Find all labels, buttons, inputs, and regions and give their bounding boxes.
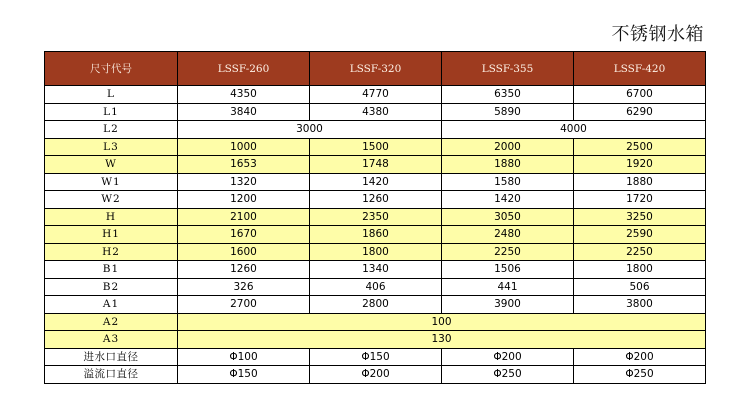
value-cell: 2590	[574, 226, 706, 244]
row-label-cell: L2	[45, 121, 178, 139]
merged-value-cell: 100	[178, 313, 706, 331]
value-cell: 1720	[574, 191, 706, 209]
value-cell: 3050	[442, 208, 574, 226]
value-cell: 2350	[310, 208, 442, 226]
value-cell: 506	[574, 278, 706, 296]
value-cell: 4380	[310, 103, 442, 121]
table-row	[45, 278, 706, 296]
row-label-cell: W2	[45, 191, 178, 209]
table-row	[45, 296, 706, 314]
table-row	[45, 243, 706, 261]
table-body	[45, 86, 706, 384]
table-row	[45, 261, 706, 279]
value-cell: 3900	[442, 296, 574, 314]
table-row	[45, 366, 706, 384]
row-label-cell: L	[45, 86, 178, 104]
value-cell: 1260	[178, 261, 310, 279]
value-cell: 3840	[178, 103, 310, 121]
value-cell: 5890	[442, 103, 574, 121]
value-cell: 3250	[574, 208, 706, 226]
table-row	[45, 191, 706, 209]
spec-table	[44, 51, 706, 384]
table-row	[45, 348, 706, 366]
row-label-cell: B1	[45, 261, 178, 279]
value-cell: 1748	[310, 156, 442, 174]
merged-value-cell: 3000	[178, 121, 442, 139]
row-label-cell: A3	[45, 331, 178, 349]
merged-value-cell: 4000	[442, 121, 706, 139]
value-cell: 1880	[574, 173, 706, 191]
value-cell: 2480	[442, 226, 574, 244]
value-cell: 1000	[178, 138, 310, 156]
value-cell: 1500	[310, 138, 442, 156]
value-cell: Φ250	[574, 366, 706, 384]
table-row	[45, 86, 706, 104]
value-cell: 4350	[178, 86, 310, 104]
table-row	[45, 226, 706, 244]
header-cell-model: LSSF-260	[178, 52, 310, 86]
table-row	[45, 208, 706, 226]
value-cell: 1600	[178, 243, 310, 261]
value-cell: 1320	[178, 173, 310, 191]
row-label-cell: H1	[45, 226, 178, 244]
value-cell: 6350	[442, 86, 574, 104]
value-cell: 3800	[574, 296, 706, 314]
table-header-row	[45, 52, 706, 86]
value-cell: 1800	[310, 243, 442, 261]
value-cell: 1670	[178, 226, 310, 244]
value-cell: 1340	[310, 261, 442, 279]
value-cell: 2000	[442, 138, 574, 156]
row-label-cell: B2	[45, 278, 178, 296]
value-cell: 1860	[310, 226, 442, 244]
table-row	[45, 121, 706, 139]
value-cell: 4770	[310, 86, 442, 104]
value-cell: 1200	[178, 191, 310, 209]
value-cell: Φ100	[178, 348, 310, 366]
row-label-cell: 进水口直径	[45, 348, 178, 366]
row-label-cell: H	[45, 208, 178, 226]
table-row	[45, 138, 706, 156]
value-cell: 1580	[442, 173, 574, 191]
value-cell: 2100	[178, 208, 310, 226]
value-cell: 326	[178, 278, 310, 296]
value-cell: 2250	[442, 243, 574, 261]
header-cell-model: LSSF-320	[310, 52, 442, 86]
row-label-cell: H2	[45, 243, 178, 261]
row-label-cell: W	[45, 156, 178, 174]
value-cell: Φ200	[442, 348, 574, 366]
row-label-cell: L3	[45, 138, 178, 156]
value-cell: 6700	[574, 86, 706, 104]
page-title: 不锈钢水箱	[611, 24, 704, 45]
value-cell: 1800	[574, 261, 706, 279]
header-cell-model: LSSF-355	[442, 52, 574, 86]
value-cell: Φ200	[574, 348, 706, 366]
row-label-cell: A2	[45, 313, 178, 331]
table-row	[45, 173, 706, 191]
value-cell: Φ200	[310, 366, 442, 384]
header-cell-model: LSSF-420	[574, 52, 706, 86]
row-label-cell: L1	[45, 103, 178, 121]
table-row	[45, 103, 706, 121]
value-cell: 441	[442, 278, 574, 296]
table-row	[45, 331, 706, 349]
value-cell: 1506	[442, 261, 574, 279]
value-cell: 1260	[310, 191, 442, 209]
value-cell: 6290	[574, 103, 706, 121]
row-label-cell: A1	[45, 296, 178, 314]
value-cell: 1653	[178, 156, 310, 174]
table-row	[45, 313, 706, 331]
merged-value-cell: 130	[178, 331, 706, 349]
value-cell: 406	[310, 278, 442, 296]
value-cell: Φ150	[178, 366, 310, 384]
value-cell: 1920	[574, 156, 706, 174]
value-cell: 1420	[442, 191, 574, 209]
value-cell: 2700	[178, 296, 310, 314]
value-cell: 2500	[574, 138, 706, 156]
value-cell: 1880	[442, 156, 574, 174]
value-cell: 1420	[310, 173, 442, 191]
value-cell: Φ250	[442, 366, 574, 384]
row-label-cell: 溢流口直径	[45, 366, 178, 384]
value-cell: Φ150	[310, 348, 442, 366]
header-cell-dimension-code: 尺寸代号	[45, 52, 178, 86]
value-cell: 2800	[310, 296, 442, 314]
value-cell: 2250	[574, 243, 706, 261]
table-row	[45, 156, 706, 174]
row-label-cell: W1	[45, 173, 178, 191]
